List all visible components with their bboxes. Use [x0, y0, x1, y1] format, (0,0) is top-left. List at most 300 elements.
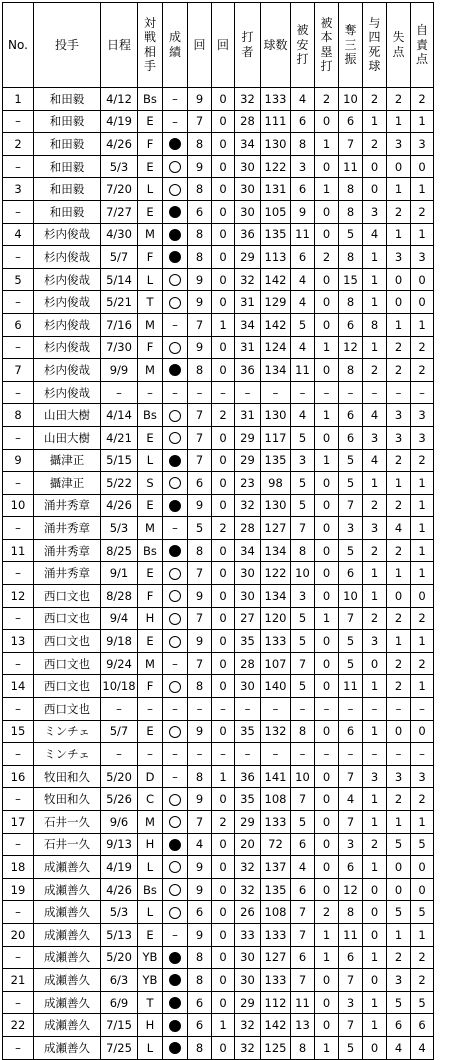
- cell-innings: 9: [188, 630, 212, 653]
- cell-innings-fraction: 0: [212, 426, 235, 449]
- cell-date: 5/26: [101, 788, 138, 811]
- cell-walks: 1: [363, 562, 387, 585]
- cell-earned-runs: 1: [411, 494, 434, 517]
- cell-date: 4/30: [101, 223, 138, 246]
- cell-walks: 0: [363, 969, 387, 992]
- cell-pitches: 124: [261, 336, 291, 359]
- cell-innings: 9: [188, 494, 212, 517]
- cell-result: [163, 449, 188, 472]
- cell-opponent: L: [138, 178, 163, 201]
- cell-innings-fraction: 0: [212, 359, 235, 382]
- cell-result: [163, 336, 188, 359]
- cell-strikeouts: 8: [339, 200, 363, 223]
- cell-batters: 28: [235, 652, 261, 675]
- cell-innings: 8: [188, 969, 212, 992]
- cell-pitches: –: [261, 698, 291, 721]
- cell-date: 4/26: [101, 878, 138, 901]
- cell-pitches: 142: [261, 313, 291, 336]
- cell-batters: 34: [235, 313, 261, 336]
- cell-strikeouts: 11: [339, 923, 363, 946]
- table-row: [3, 246, 434, 269]
- cell-no: –: [3, 426, 34, 449]
- cell-date: 5/15: [101, 449, 138, 472]
- cell-home-runs: 0: [315, 517, 339, 540]
- cell-hits: 7: [291, 923, 315, 946]
- header-earned-runs: 自責点: [411, 3, 434, 88]
- cell-home-runs: 0: [315, 675, 339, 698]
- cell-strikeouts: 11: [339, 155, 363, 178]
- cell-result: [163, 539, 188, 562]
- cell-opponent: T: [138, 291, 163, 314]
- cell-batters: 30: [235, 585, 261, 608]
- cell-walks: 0: [363, 923, 387, 946]
- filled-circle-icon: [169, 251, 181, 263]
- cell-no: –: [3, 607, 34, 630]
- cell-earned-runs: –: [411, 698, 434, 721]
- cell-pitches: 133: [261, 811, 291, 834]
- cell-earned-runs: 3: [411, 765, 434, 788]
- cell-no: 16: [3, 765, 34, 788]
- dash-icon: [172, 928, 178, 942]
- table-row: [3, 630, 434, 653]
- cell-hits: 13: [291, 1014, 315, 1037]
- cell-date: 7/27: [101, 200, 138, 223]
- cell-earned-runs: 0: [411, 155, 434, 178]
- cell-innings: 8: [188, 246, 212, 269]
- filled-circle-icon: [169, 839, 181, 851]
- cell-pitcher: 成瀬善久: [34, 901, 101, 924]
- cell-innings: 6: [188, 1014, 212, 1037]
- cell-earned-runs: –: [411, 743, 434, 766]
- cell-strikeouts: 5: [339, 652, 363, 675]
- cell-innings: 8: [188, 675, 212, 698]
- cell-strikeouts: 8: [339, 359, 363, 382]
- cell-walks: 1: [363, 811, 387, 834]
- cell-result: [163, 313, 188, 336]
- cell-home-runs: 0: [315, 562, 339, 585]
- cell-pitches: –: [261, 743, 291, 766]
- cell-pitcher: 成瀬善久: [34, 1014, 101, 1037]
- cell-result: [163, 472, 188, 495]
- cell-batters: 32: [235, 1014, 261, 1037]
- filled-circle-icon: [169, 545, 181, 557]
- cell-home-runs: 1: [315, 178, 339, 201]
- cell-home-runs: 0: [315, 1014, 339, 1037]
- cell-walks: 4: [363, 223, 387, 246]
- open-circle-icon: [169, 681, 181, 693]
- cell-pitches: 137: [261, 856, 291, 879]
- cell-result: [163, 833, 188, 856]
- table-row: [3, 200, 434, 223]
- cell-home-runs: 0: [315, 494, 339, 517]
- cell-pitcher: 和田毅: [34, 88, 101, 111]
- cell-earned-runs: –: [411, 381, 434, 404]
- cell-pitches: –: [261, 381, 291, 404]
- cell-strikeouts: 6: [339, 313, 363, 336]
- cell-home-runs: 0: [315, 788, 339, 811]
- cell-batters: 26: [235, 901, 261, 924]
- table-row: [3, 359, 434, 382]
- cell-no: –: [3, 833, 34, 856]
- cell-date: 9/18: [101, 630, 138, 653]
- cell-walks: 1: [363, 675, 387, 698]
- cell-runs: 2: [387, 494, 411, 517]
- cell-date: –: [101, 743, 138, 766]
- cell-earned-runs: 1: [411, 562, 434, 585]
- cell-earned-runs: 5: [411, 901, 434, 924]
- cell-hits: 5: [291, 426, 315, 449]
- cell-batters: 32: [235, 494, 261, 517]
- cell-walks: 3: [363, 765, 387, 788]
- cell-pitches: 111: [261, 110, 291, 133]
- table-row: [3, 178, 434, 201]
- cell-home-runs: 0: [315, 765, 339, 788]
- cell-pitches: 98: [261, 472, 291, 495]
- cell-home-runs: 0: [315, 811, 339, 834]
- cell-date: 5/22: [101, 472, 138, 495]
- cell-date: 7/16: [101, 313, 138, 336]
- cell-result: [163, 788, 188, 811]
- cell-innings-fraction: 0: [212, 720, 235, 743]
- cell-hits: 4: [291, 336, 315, 359]
- cell-innings-fraction: 0: [212, 946, 235, 969]
- cell-innings: 8: [188, 133, 212, 156]
- cell-pitcher: 杉内俊哉: [34, 246, 101, 269]
- table-row: [3, 743, 434, 766]
- cell-hits: 5: [291, 675, 315, 698]
- cell-runs: 1: [387, 472, 411, 495]
- open-circle-icon: [169, 568, 181, 580]
- header-home-runs: 被本塁打: [315, 3, 339, 88]
- cell-hits: 6: [291, 946, 315, 969]
- cell-no: 21: [3, 969, 34, 992]
- cell-batters: 20: [235, 833, 261, 856]
- filled-circle-icon: [169, 1042, 181, 1054]
- cell-batters: 28: [235, 517, 261, 540]
- table-row: [3, 1036, 434, 1059]
- cell-no: –: [3, 698, 34, 721]
- cell-pitcher: 和田毅: [34, 110, 101, 133]
- cell-no: –: [3, 246, 34, 269]
- cell-result: [163, 155, 188, 178]
- cell-opponent: M: [138, 811, 163, 834]
- header-pitches: 球数: [261, 3, 291, 88]
- cell-walks: 1: [363, 1014, 387, 1037]
- cell-batters: 29: [235, 426, 261, 449]
- cell-pitches: 140: [261, 675, 291, 698]
- dash-icon: [172, 115, 178, 129]
- open-circle-icon: [169, 861, 181, 873]
- cell-earned-runs: 2: [411, 969, 434, 992]
- cell-no: 6: [3, 313, 34, 336]
- cell-no: 11: [3, 539, 34, 562]
- cell-pitcher: 和田毅: [34, 178, 101, 201]
- cell-earned-runs: 0: [411, 856, 434, 879]
- cell-home-runs: 0: [315, 223, 339, 246]
- cell-innings-fraction: 0: [212, 652, 235, 675]
- cell-home-runs: 0: [315, 291, 339, 314]
- table-row: [3, 88, 434, 111]
- cell-walks: –: [363, 743, 387, 766]
- cell-innings: 8: [188, 359, 212, 382]
- cell-hits: 11: [291, 991, 315, 1014]
- cell-pitches: 133: [261, 969, 291, 992]
- cell-pitcher: 西口文也: [34, 652, 101, 675]
- cell-home-runs: 0: [315, 856, 339, 879]
- cell-pitcher: 杉内俊哉: [34, 268, 101, 291]
- cell-pitches: 107: [261, 652, 291, 675]
- table-row: [3, 585, 434, 608]
- cell-strikeouts: 7: [339, 969, 363, 992]
- cell-pitches: 141: [261, 765, 291, 788]
- cell-earned-runs: 1: [411, 472, 434, 495]
- filled-circle-icon: [169, 1020, 181, 1032]
- table-row: [3, 223, 434, 246]
- cell-strikeouts: 12: [339, 878, 363, 901]
- cell-runs: 0: [387, 856, 411, 879]
- cell-pitcher: 成瀬善久: [34, 969, 101, 992]
- cell-home-runs: 0: [315, 110, 339, 133]
- cell-pitcher: 西口文也: [34, 698, 101, 721]
- cell-result: [163, 946, 188, 969]
- cell-opponent: L: [138, 268, 163, 291]
- cell-runs: 1: [387, 110, 411, 133]
- cell-innings-fraction: 0: [212, 607, 235, 630]
- cell-no: 22: [3, 1014, 34, 1037]
- cell-earned-runs: 0: [411, 291, 434, 314]
- cell-earned-runs: 3: [411, 404, 434, 427]
- cell-hits: 5: [291, 607, 315, 630]
- cell-earned-runs: 2: [411, 607, 434, 630]
- cell-strikeouts: 7: [339, 765, 363, 788]
- cell-innings-fraction: 0: [212, 675, 235, 698]
- open-circle-icon: [169, 884, 181, 896]
- cell-innings-fraction: 0: [212, 88, 235, 111]
- cell-walks: 1: [363, 336, 387, 359]
- cell-walks: 2: [363, 494, 387, 517]
- cell-innings: 7: [188, 562, 212, 585]
- cell-pitcher: 牧田和久: [34, 765, 101, 788]
- cell-innings-fraction: 0: [212, 200, 235, 223]
- cell-walks: 0: [363, 652, 387, 675]
- cell-runs: 2: [387, 359, 411, 382]
- cell-result: [163, 381, 188, 404]
- cell-pitches: 129: [261, 291, 291, 314]
- cell-pitches: 134: [261, 539, 291, 562]
- cell-runs: 2: [387, 539, 411, 562]
- cell-innings-fraction: –: [212, 698, 235, 721]
- cell-runs: 0: [387, 720, 411, 743]
- cell-batters: 36: [235, 223, 261, 246]
- cell-strikeouts: –: [339, 381, 363, 404]
- cell-innings-fraction: 0: [212, 178, 235, 201]
- cell-hits: 10: [291, 562, 315, 585]
- cell-innings: –: [188, 743, 212, 766]
- cell-result: [163, 291, 188, 314]
- cell-walks: 2: [363, 607, 387, 630]
- dash-icon: [172, 770, 178, 784]
- cell-opponent: E: [138, 720, 163, 743]
- open-circle-icon: [169, 726, 181, 738]
- cell-date: 10/18: [101, 675, 138, 698]
- cell-innings-fraction: 0: [212, 901, 235, 924]
- cell-innings: 9: [188, 268, 212, 291]
- cell-earned-runs: 0: [411, 720, 434, 743]
- cell-pitches: 135: [261, 878, 291, 901]
- cell-date: –: [101, 381, 138, 404]
- header-hits: 被安打: [291, 3, 315, 88]
- cell-batters: 30: [235, 178, 261, 201]
- cell-innings-fraction: 0: [212, 110, 235, 133]
- cell-batters: 27: [235, 607, 261, 630]
- cell-no: 8: [3, 404, 34, 427]
- cell-pitcher: 成瀬善久: [34, 946, 101, 969]
- cell-no: 5: [3, 268, 34, 291]
- cell-date: 6/9: [101, 991, 138, 1014]
- header-runs: 失点: [387, 3, 411, 88]
- cell-batters: –: [235, 743, 261, 766]
- cell-innings: –: [188, 698, 212, 721]
- cell-strikeouts: 6: [339, 562, 363, 585]
- cell-opponent: –: [138, 743, 163, 766]
- cell-batters: 31: [235, 291, 261, 314]
- cell-earned-runs: 1: [411, 313, 434, 336]
- cell-hits: 4: [291, 291, 315, 314]
- cell-date: 9/4: [101, 607, 138, 630]
- cell-pitches: 125: [261, 1036, 291, 1059]
- cell-pitches: 105: [261, 200, 291, 223]
- cell-opponent: D: [138, 765, 163, 788]
- cell-pitches: 135: [261, 449, 291, 472]
- cell-pitches: 134: [261, 585, 291, 608]
- cell-strikeouts: 5: [339, 472, 363, 495]
- cell-home-runs: 0: [315, 585, 339, 608]
- cell-strikeouts: 3: [339, 991, 363, 1014]
- cell-innings-fraction: 0: [212, 494, 235, 517]
- cell-home-runs: 1: [315, 923, 339, 946]
- filled-circle-icon: [169, 997, 181, 1009]
- cell-hits: 3: [291, 585, 315, 608]
- cell-batters: 29: [235, 811, 261, 834]
- cell-opponent: H: [138, 833, 163, 856]
- cell-innings-fraction: 2: [212, 517, 235, 540]
- cell-hits: 3: [291, 155, 315, 178]
- cell-earned-runs: 1: [411, 539, 434, 562]
- cell-innings-fraction: 0: [212, 133, 235, 156]
- cell-no: –: [3, 1036, 34, 1059]
- cell-hits: 5: [291, 472, 315, 495]
- cell-pitches: 117: [261, 426, 291, 449]
- cell-hits: 11: [291, 223, 315, 246]
- cell-pitches: 113: [261, 246, 291, 269]
- cell-walks: 1: [363, 788, 387, 811]
- cell-result: [163, 765, 188, 788]
- cell-pitcher: 西口文也: [34, 675, 101, 698]
- cell-innings: 6: [188, 991, 212, 1014]
- cell-home-runs: 0: [315, 652, 339, 675]
- cell-pitcher: ミンチェ: [34, 743, 101, 766]
- cell-hits: 7: [291, 652, 315, 675]
- table-row: [3, 426, 434, 449]
- cell-hits: 7: [291, 788, 315, 811]
- cell-home-runs: 1: [315, 946, 339, 969]
- cell-hits: 9: [291, 200, 315, 223]
- table-header: [3, 3, 434, 88]
- cell-strikeouts: 5: [339, 1036, 363, 1059]
- cell-batters: 36: [235, 359, 261, 382]
- cell-strikeouts: 3: [339, 833, 363, 856]
- cell-hits: 7: [291, 901, 315, 924]
- cell-strikeouts: 8: [339, 178, 363, 201]
- cell-earned-runs: 0: [411, 585, 434, 608]
- cell-result: [163, 359, 188, 382]
- cell-home-runs: 0: [315, 426, 339, 449]
- cell-result: [163, 991, 188, 1014]
- table-row: [3, 720, 434, 743]
- cell-result: [163, 223, 188, 246]
- header-date: 日程: [101, 3, 138, 88]
- cell-opponent: –: [138, 698, 163, 721]
- cell-no: –: [3, 291, 34, 314]
- cell-innings-fraction: 0: [212, 268, 235, 291]
- cell-runs: 1: [387, 178, 411, 201]
- cell-strikeouts: 4: [339, 788, 363, 811]
- cell-no: 9: [3, 449, 34, 472]
- cell-result: [163, 856, 188, 879]
- cell-result: [163, 494, 188, 517]
- cell-runs: 3: [387, 765, 411, 788]
- cell-pitches: 142: [261, 268, 291, 291]
- cell-earned-runs: 0: [411, 268, 434, 291]
- cell-strikeouts: 12: [339, 336, 363, 359]
- dash-icon: [172, 747, 178, 761]
- cell-pitcher: 涌井秀章: [34, 517, 101, 540]
- cell-strikeouts: 10: [339, 585, 363, 608]
- cell-pitcher: 成瀬善久: [34, 878, 101, 901]
- cell-innings-fraction: 0: [212, 155, 235, 178]
- cell-innings-fraction: –: [212, 381, 235, 404]
- table-row: [3, 833, 434, 856]
- cell-date: 9/9: [101, 359, 138, 382]
- cell-innings-fraction: 0: [212, 539, 235, 562]
- cell-innings: 7: [188, 811, 212, 834]
- cell-batters: 33: [235, 923, 261, 946]
- cell-batters: 30: [235, 155, 261, 178]
- dash-icon: [172, 386, 178, 400]
- cell-walks: 1: [363, 246, 387, 269]
- cell-home-runs: 2: [315, 88, 339, 111]
- cell-no: –: [3, 155, 34, 178]
- cell-pitcher: 西口文也: [34, 630, 101, 653]
- cell-walks: 1: [363, 720, 387, 743]
- cell-runs: 2: [387, 200, 411, 223]
- cell-innings: 6: [188, 200, 212, 223]
- table-row: [3, 449, 434, 472]
- cell-runs: 0: [387, 291, 411, 314]
- cell-pitches: 135: [261, 223, 291, 246]
- cell-earned-runs: 1: [411, 630, 434, 653]
- cell-runs: 1: [387, 630, 411, 653]
- cell-home-runs: 2: [315, 901, 339, 924]
- cell-innings: 8: [188, 1036, 212, 1059]
- cell-pitcher: 涌井秀章: [34, 494, 101, 517]
- cell-opponent: Bs: [138, 404, 163, 427]
- cell-batters: 31: [235, 404, 261, 427]
- cell-date: 9/6: [101, 811, 138, 834]
- cell-no: –: [3, 562, 34, 585]
- cell-runs: –: [387, 698, 411, 721]
- cell-walks: 3: [363, 200, 387, 223]
